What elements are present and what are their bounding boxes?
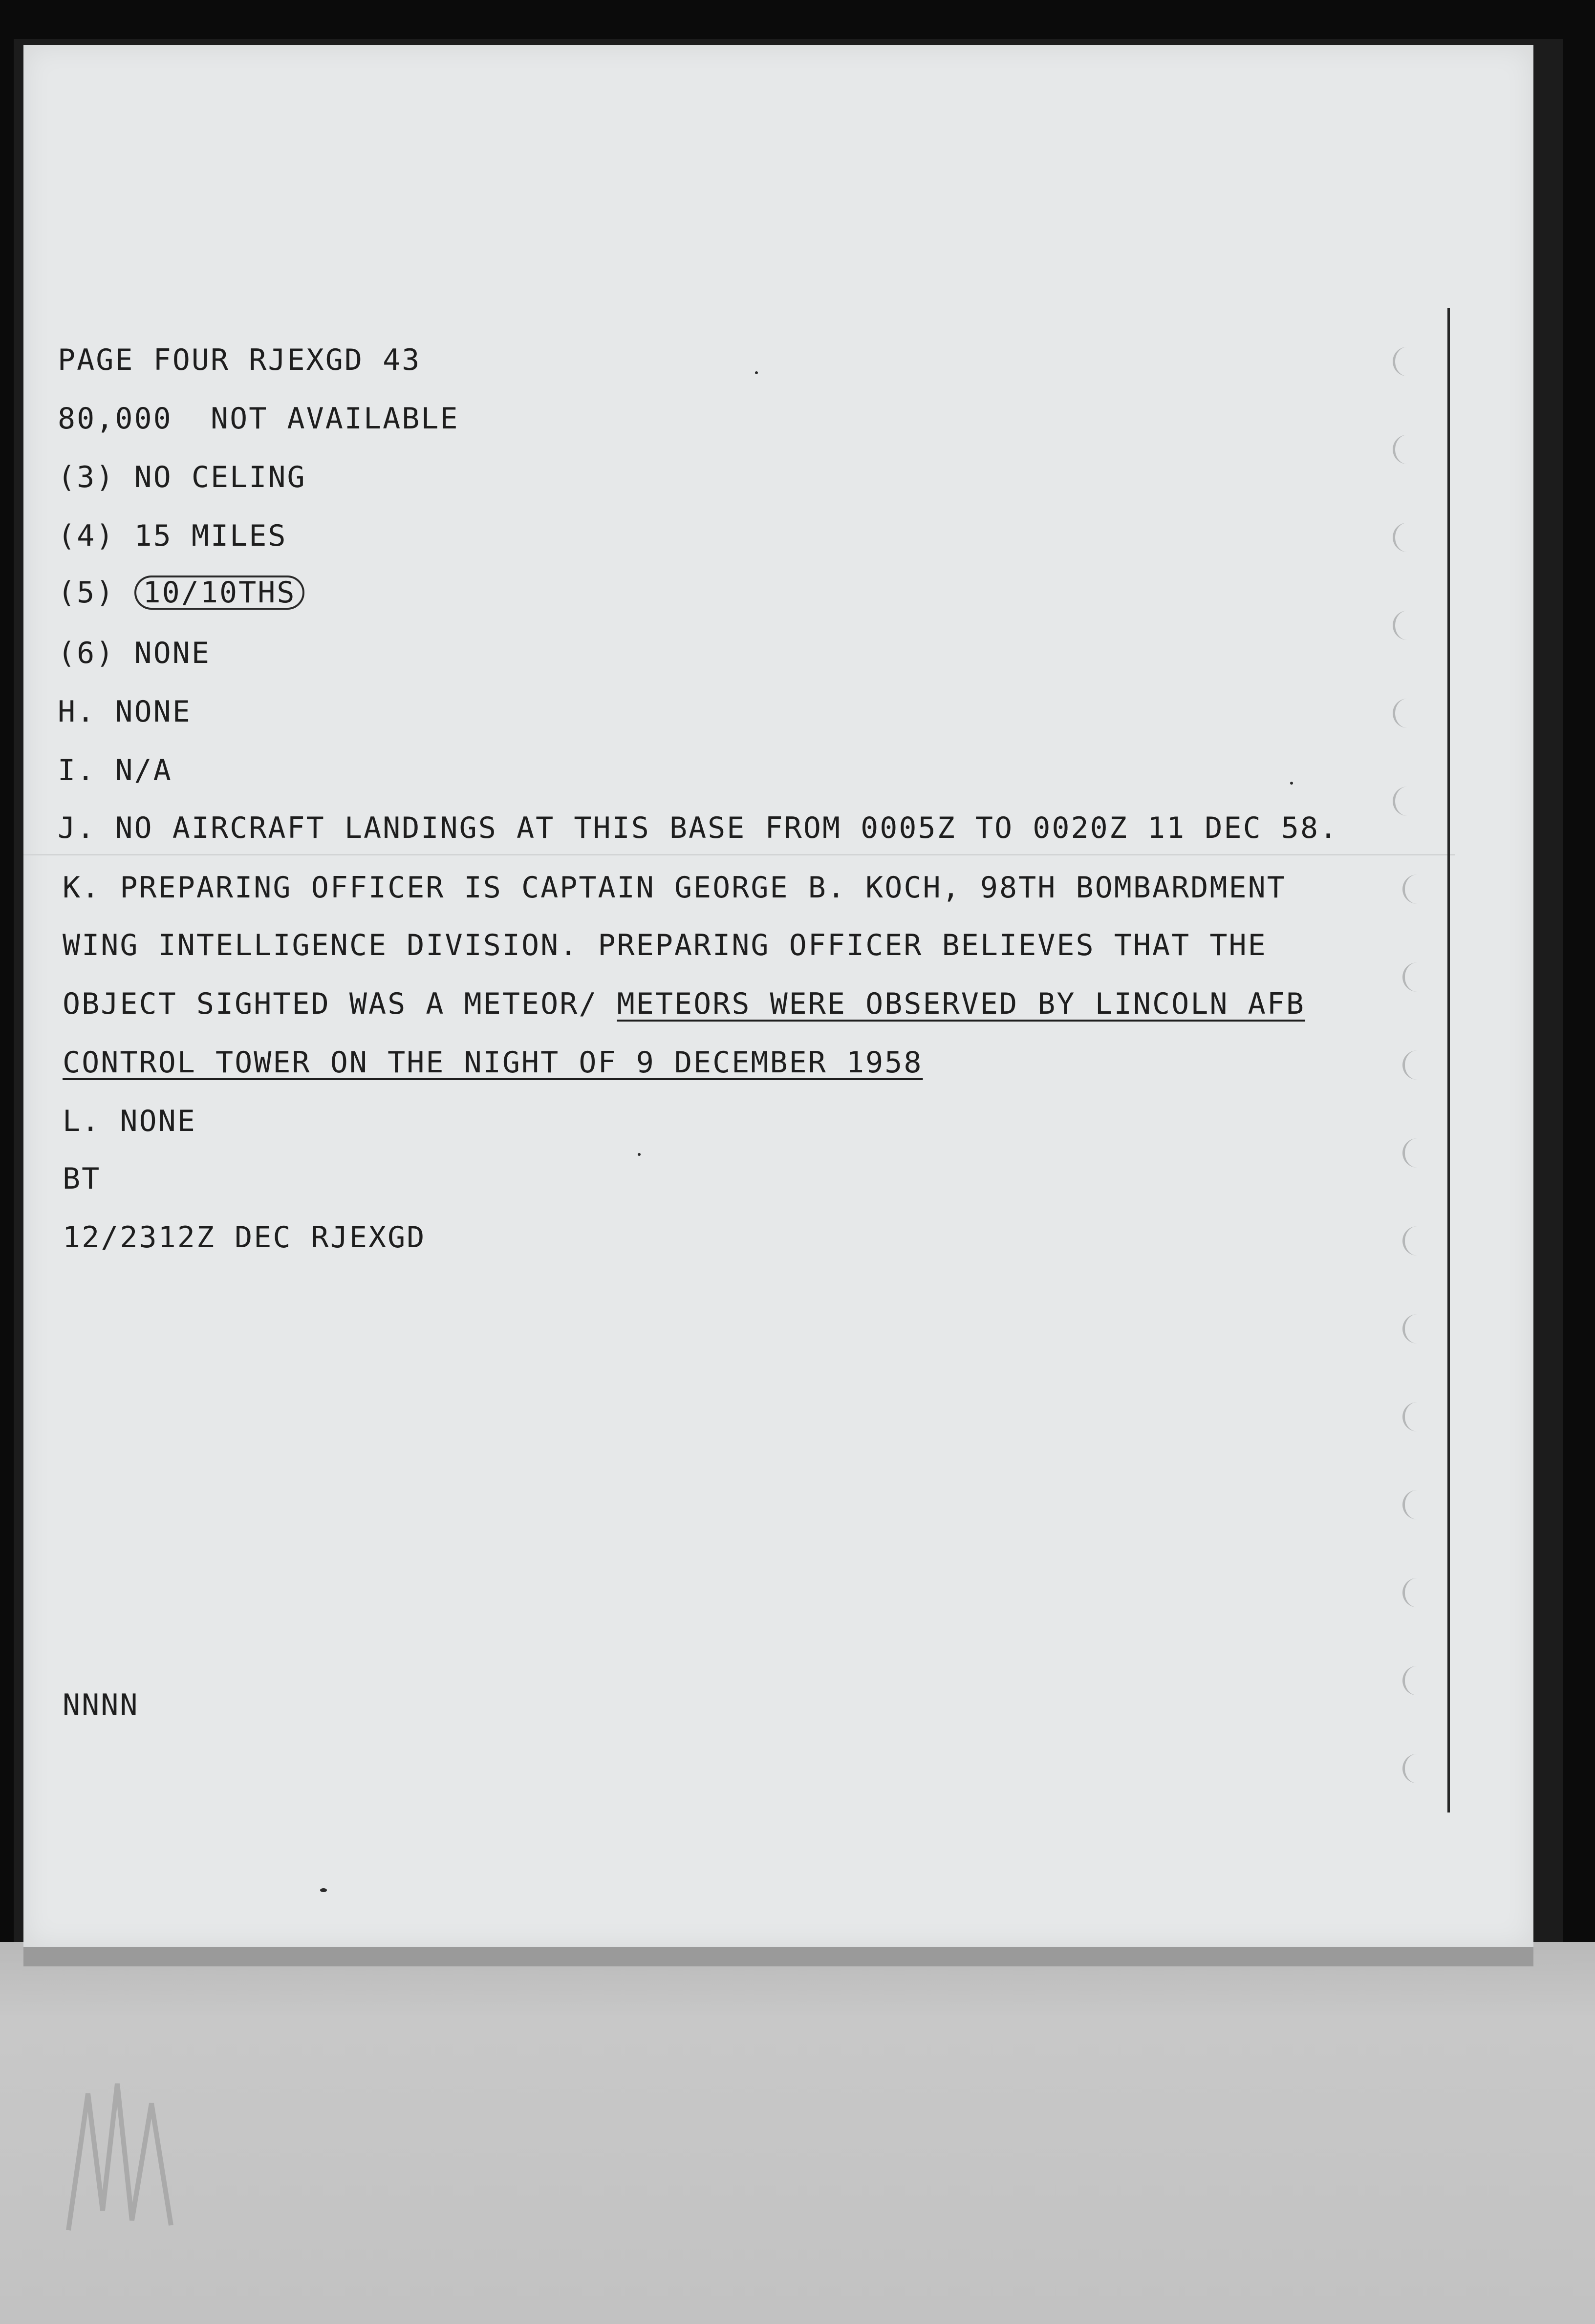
item-k-line-1: K. PREPARING OFFICER IS CAPTAIN GEORGE B. KOCH, 98TH BOMBARDMENT xyxy=(63,871,1286,905)
item6-line: (6) NONE xyxy=(58,636,211,670)
ceiling-line: (3) NO CELING xyxy=(58,460,306,494)
altitude-status: NOT AVAILABLE xyxy=(211,402,459,436)
item-k-line-3 xyxy=(63,987,1305,1021)
stamp-mark xyxy=(59,2064,186,2240)
item-h-line: H. NONE xyxy=(58,695,192,729)
item-k-line-2: WING INTELLIGENCE DIVISION. PREPARING OFFICER BELIEVES THAT THE xyxy=(63,928,1267,962)
ink-speck xyxy=(755,371,758,374)
item-l-line: L. NONE xyxy=(63,1104,196,1138)
end-of-message: NNNN xyxy=(63,1688,139,1722)
break-line: BT xyxy=(63,1162,101,1196)
ink-speck xyxy=(1290,782,1293,785)
margin-rule xyxy=(1447,308,1450,1812)
visibility-line: (4) 15 MILES xyxy=(58,519,287,553)
altitude-line xyxy=(58,402,459,436)
cloud-cover-label: (5) xyxy=(58,576,134,610)
underlined-observation-2: CONTROL TOWER ON THE NIGHT OF 9 DECEMBER 1958 xyxy=(63,1045,923,1080)
altitude-value-struck: 80,000 xyxy=(58,402,172,436)
date-time-group: 12/2312Z DEC RJEXGD xyxy=(63,1220,426,1255)
cloud-cover-line xyxy=(58,576,304,610)
page-bottom-edge xyxy=(23,1947,1533,1966)
item-j-line: J. NO AIRCRAFT LANDINGS AT THIS BASE FROM 0005Z TO 0020Z 11 DEC 58. xyxy=(58,811,1339,845)
item-i-line: I. N/A xyxy=(58,753,172,788)
meteor-statement: OBJECT SIGHTED WAS A METEOR/ xyxy=(63,987,617,1021)
ink-speck xyxy=(638,1153,641,1156)
page-header: PAGE FOUR RJEXGD 43 xyxy=(58,343,421,377)
underlined-observation-1: METEORS WERE OBSERVED BY LINCOLN AFB xyxy=(617,987,1306,1021)
ink-speck xyxy=(320,1888,327,1892)
cloud-cover-circled: 10/10THS xyxy=(134,576,305,610)
background-strip xyxy=(0,1942,1595,2324)
item-k-line-4 xyxy=(63,1045,923,1080)
fold-line xyxy=(23,854,1455,855)
